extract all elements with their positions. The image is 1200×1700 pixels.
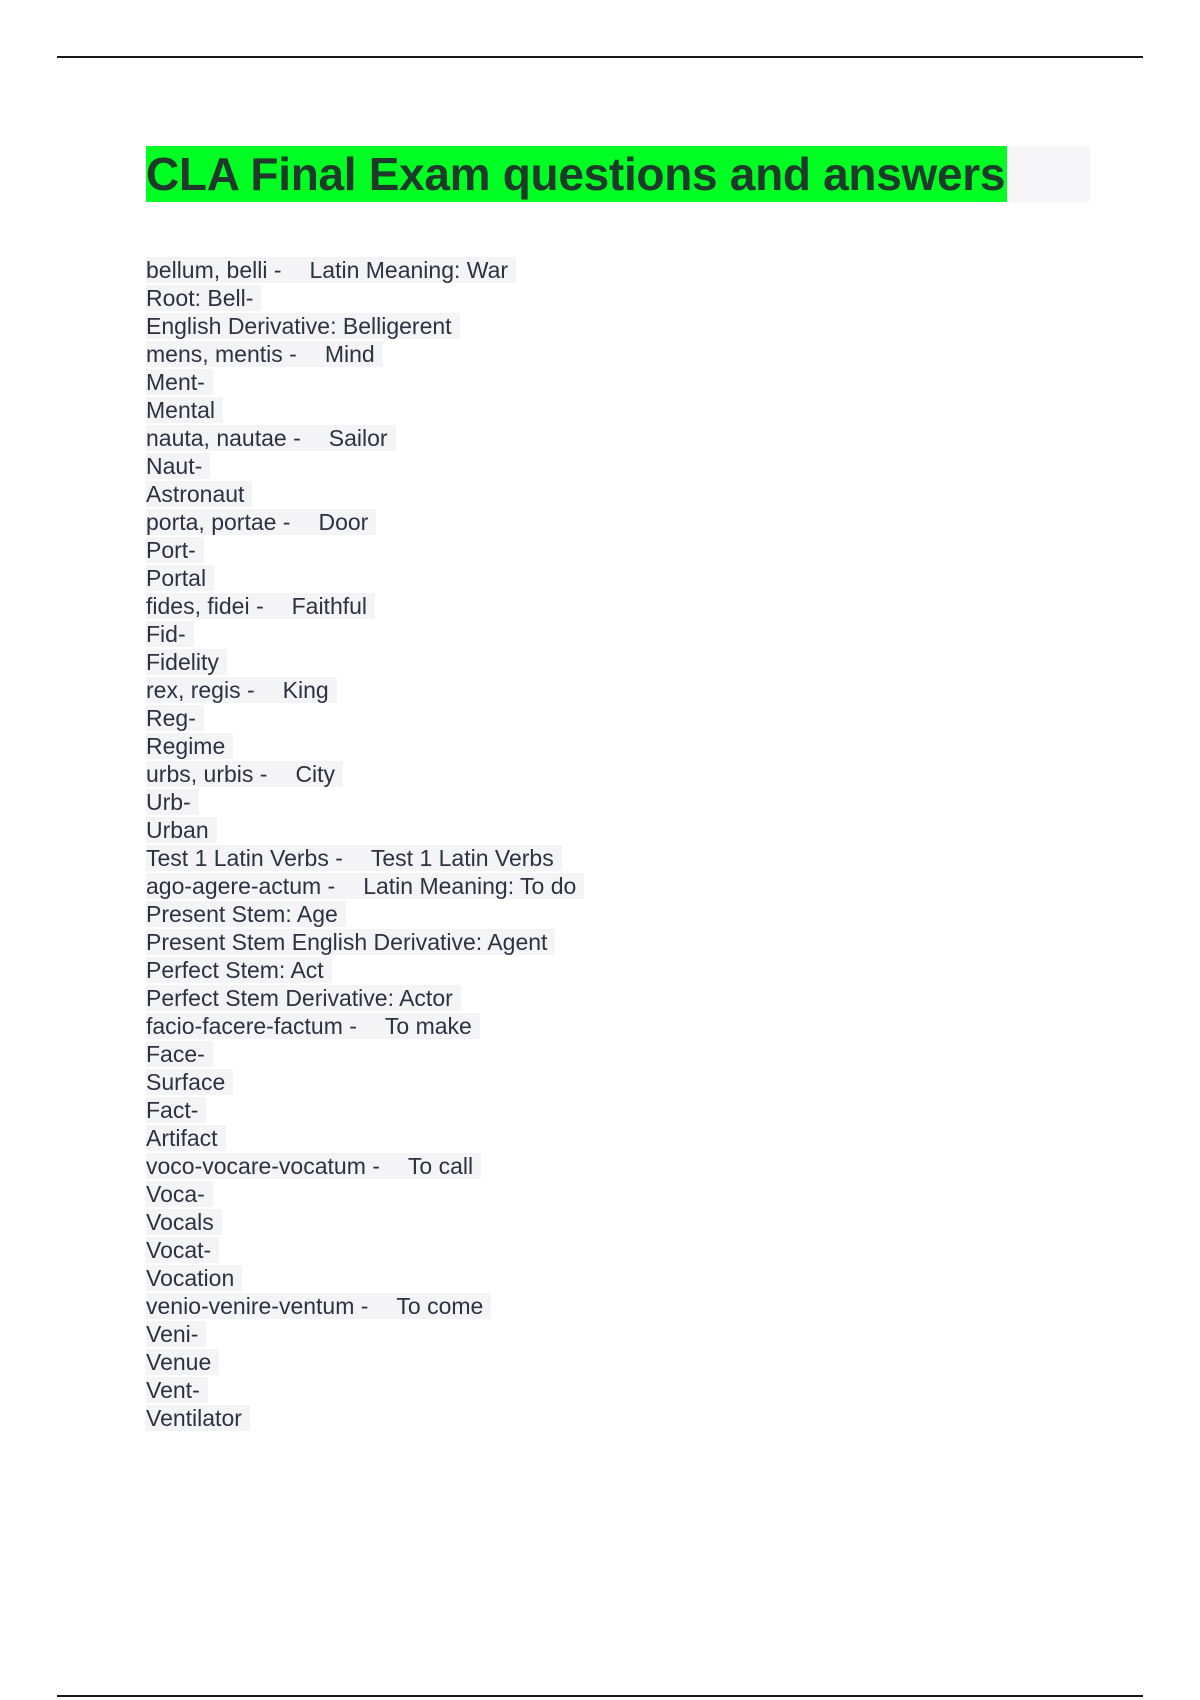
- entry-detail-line: Fid-: [146, 620, 584, 648]
- entry-definition: Mind: [324, 341, 375, 367]
- entry-term: facio-facere-factum -: [146, 1013, 357, 1039]
- entry-heading: [146, 760, 584, 788]
- entry-detail-line: Perfect Stem: Act: [146, 956, 584, 984]
- entry-term: voco-vocare-vocatum -: [146, 1153, 380, 1179]
- entry-heading: [146, 592, 584, 620]
- entry-definition: To make: [384, 1013, 472, 1039]
- entry-heading: [146, 256, 584, 284]
- entry-heading: [146, 340, 584, 368]
- entry-heading: [146, 1292, 584, 1320]
- entry-detail-line: Veni-: [146, 1320, 584, 1348]
- entry-heading: [146, 1152, 584, 1180]
- entry-definition: Latin Meaning: War: [309, 257, 509, 283]
- entry-detail-line: Portal: [146, 564, 584, 592]
- entry-detail-line: Reg-: [146, 704, 584, 732]
- title-block: [146, 146, 1090, 202]
- entry-heading: [146, 872, 584, 900]
- entry-detail-line: Fact-: [146, 1096, 584, 1124]
- entry-heading: [146, 508, 584, 536]
- entry-term: Test 1 Latin Verbs -: [146, 845, 343, 871]
- entry-detail-line: Ventilator: [146, 1404, 584, 1432]
- entry-detail-line: Vocat-: [146, 1236, 584, 1264]
- entry-detail-line: Regime: [146, 732, 584, 760]
- entry-detail-line: Artifact: [146, 1124, 584, 1152]
- entry-detail-line: Fidelity: [146, 648, 584, 676]
- entry-term: mens, mentis -: [146, 341, 297, 367]
- entry-term: venio-venire-ventum -: [146, 1293, 369, 1319]
- entry-term: rex, regis -: [146, 677, 255, 703]
- entry-detail-line: Vocation: [146, 1264, 584, 1292]
- entry-term: porta, portae -: [146, 509, 291, 535]
- entry-detail-line: Present Stem: Age: [146, 900, 584, 928]
- entry-detail-line: Venue: [146, 1348, 584, 1376]
- entry-detail-line: Perfect Stem Derivative: Actor: [146, 984, 584, 1012]
- entry-definition: To come: [396, 1293, 484, 1319]
- entry-term: nauta, nautae -: [146, 425, 301, 451]
- entry-detail-line: Urban: [146, 816, 584, 844]
- entry-detail-line: Urb-: [146, 788, 584, 816]
- entry-definition: City: [295, 761, 336, 787]
- entry-detail-line: Ment-: [146, 368, 584, 396]
- bottom-rule: [57, 1695, 1143, 1697]
- entry-heading: [146, 676, 584, 704]
- entry-term: urbs, urbis -: [146, 761, 268, 787]
- entry-heading: [146, 1012, 584, 1040]
- entry-detail-line: Naut-: [146, 452, 584, 480]
- entry-definition: Sailor: [328, 425, 388, 451]
- entry-detail-line: Mental: [146, 396, 584, 424]
- entry-definition: King: [282, 677, 329, 703]
- entry-detail-line: Surface: [146, 1068, 584, 1096]
- entry-heading: [146, 424, 584, 452]
- top-rule: [57, 56, 1143, 58]
- entry-detail-line: Present Stem English Derivative: Agent: [146, 928, 584, 956]
- entry-definition: Latin Meaning: To do: [363, 873, 577, 899]
- entry-definition: Door: [318, 509, 369, 535]
- entry-definition: To call: [407, 1153, 474, 1179]
- entry-term: ago-agere-actum -: [146, 873, 336, 899]
- entry-detail-line: English Derivative: Belligerent: [146, 312, 584, 340]
- entry-heading: [146, 844, 584, 872]
- entry-list: [146, 256, 584, 1432]
- entry-term: fides, fidei -: [146, 593, 264, 619]
- entry-detail-line: Vent-: [146, 1376, 584, 1404]
- entry-detail-line: Astronaut: [146, 480, 584, 508]
- entry-definition: Faithful: [291, 593, 368, 619]
- entry-definition: Test 1 Latin Verbs: [370, 845, 554, 871]
- entry-detail-line: Root: Bell-: [146, 284, 584, 312]
- document-title: CLA Final Exam questions and answers: [146, 148, 1006, 200]
- entry-detail-line: Voca-: [146, 1180, 584, 1208]
- entry-detail-line: Vocals: [146, 1208, 584, 1236]
- entry-detail-line: Port-: [146, 536, 584, 564]
- entry-term: bellum, belli -: [146, 257, 282, 283]
- entry-detail-line: Face-: [146, 1040, 584, 1068]
